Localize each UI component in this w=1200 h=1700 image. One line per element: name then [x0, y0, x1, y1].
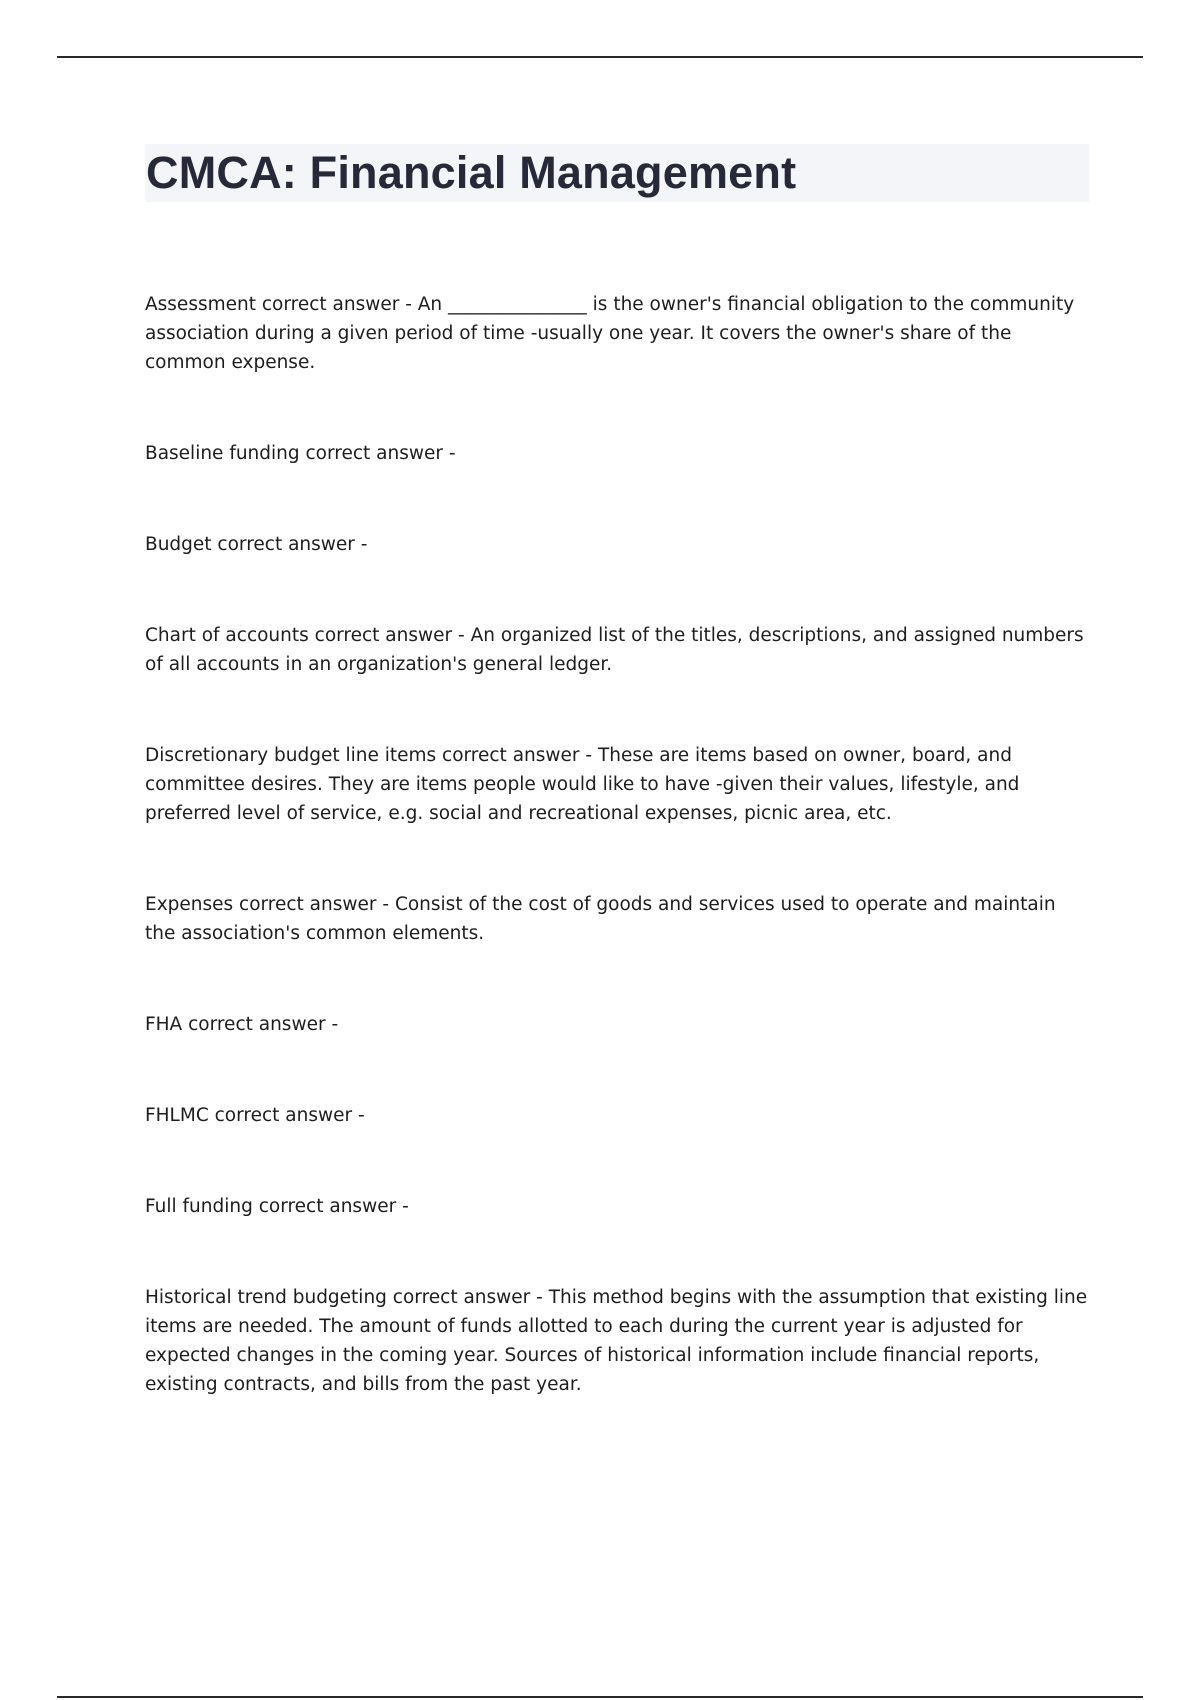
flashcard-entry-budget: Budget correct answer - — [145, 534, 368, 555]
flashcard-entry-fhlmc: FHLMC correct answer - — [145, 1105, 365, 1126]
page-title: CMCA: Financial Management — [146, 147, 797, 198]
flashcard-entry-discretionary-budget: Discretionary budget line items correct answer - These are items based on owner, board, and committee desires. They are items people would like to have -given their values, lifestyle, and preferred level of service, e.g. social and recreational expenses, picnic area, etc. — [145, 745, 1020, 824]
flashcard-entry-baseline-funding: Baseline funding correct answer - — [145, 443, 456, 464]
flashcard-entry-historical-trend: Historical trend budgeting correct answer - This method begins with the assumption that existing line items are needed. The amount of funds allotted to each during the current year is adjusted for expected changes in the coming year. Sources of historical information include financial reports, existing contracts, and bills from the past year. — [145, 1287, 1088, 1395]
flashcard-entry-chart-of-accounts: Chart of accounts correct answer - An organized list of the titles, descriptions, and assigned numbers of all accounts in an organization's general ledger. — [145, 625, 1084, 675]
bottom-divider — [57, 1696, 1143, 1698]
flashcard-entry-expenses: Expenses correct answer - Consist of the cost of goods and services used to operate and maintain the association's common elements. — [145, 894, 1056, 944]
top-divider — [57, 56, 1143, 58]
flashcard-entry-fha: FHA correct answer - — [145, 1014, 339, 1035]
flashcard-list — [145, 290, 1090, 1461]
flashcard-entry-full-funding: Full funding correct answer - — [145, 1196, 409, 1217]
flashcard-entry-assessment: Assessment correct answer - An _______________ is the owner's financial obligation to the community association during a given period of time -usually one year. It covers the owner's share of the common expense. — [145, 294, 1075, 373]
